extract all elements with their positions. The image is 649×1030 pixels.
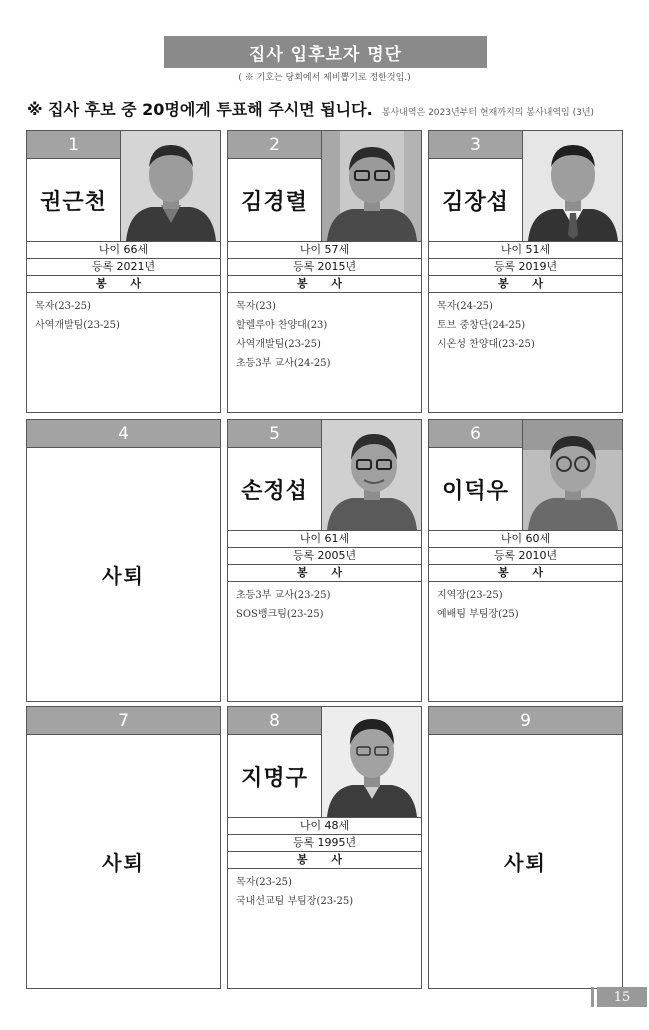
service-item: 목자(24-25) <box>437 301 493 312</box>
candidate-age: 나이 48세 <box>228 817 421 834</box>
service-item: 목자(23-25) <box>35 301 91 312</box>
page-title: 집사 입후보자 명단 <box>164 36 487 68</box>
candidate-age: 나이 66세 <box>27 241 220 258</box>
candidate-card-8 <box>227 706 422 989</box>
candidate-number: 4 <box>27 420 220 448</box>
candidate-card-4 <box>26 419 221 702</box>
instruction-sub: 봉사내역은 2023년부터 현재까지의 봉사내역임 (3년) <box>381 108 595 118</box>
candidate-registered: 등록 2010년 <box>429 547 622 564</box>
service-item: 초등3부 교사(24-25) <box>236 358 331 369</box>
candidate-number: 7 <box>27 707 220 735</box>
candidate-name: 이덕우 <box>442 478 509 504</box>
candidate-age: 나이 57세 <box>228 241 421 258</box>
candidate-card-3 <box>428 130 623 413</box>
candidate-number: 1 <box>27 131 120 159</box>
service-header: 봉 사 <box>429 564 622 581</box>
service-item: 목자(23-25) <box>236 877 292 888</box>
candidate-name: 권근천 <box>40 189 107 215</box>
service-header: 봉 사 <box>228 275 421 292</box>
candidate-registered: 등록 1995년 <box>228 834 421 851</box>
service-list <box>27 292 220 339</box>
service-item: 사역개발팀(23-25) <box>35 320 120 331</box>
candidate-number: 8 <box>228 707 321 735</box>
candidate-card-6 <box>428 419 623 702</box>
candidate-card-7 <box>26 706 221 989</box>
candidate-name: 김장섭 <box>442 189 509 215</box>
candidate-registered: 등록 2005년 <box>228 547 421 564</box>
candidate-number: 5 <box>228 420 321 448</box>
service-list <box>228 868 421 915</box>
service-item: 할렐루야 찬양대(23) <box>236 320 328 331</box>
service-header: 봉 사 <box>228 564 421 581</box>
candidate-name: 손정섭 <box>241 478 308 504</box>
candidate-number: 9 <box>429 707 622 735</box>
candidate-age: 나이 51세 <box>429 241 622 258</box>
service-item: 목자(23) <box>236 301 276 312</box>
candidate-card-1 <box>26 130 221 413</box>
service-list <box>228 292 421 377</box>
candidate-photo <box>321 420 421 530</box>
service-item: 초등3부 교사(23-25) <box>236 590 331 601</box>
service-list <box>429 292 622 358</box>
instruction-main: ※ 집사 후보 중 20명에게 투표해 주시면 됩니다. <box>27 100 373 119</box>
service-item: 예배팀 부팀장(25) <box>437 609 519 620</box>
candidate-age: 나이 61세 <box>228 530 421 547</box>
page-number: 15 <box>597 987 647 1007</box>
service-item: 토브 중창단(24-25) <box>437 320 526 331</box>
withdrawn-label: 사퇴 <box>504 851 547 875</box>
candidate-registered: 등록 2015년 <box>228 258 421 275</box>
candidate-registered: 등록 2021년 <box>27 258 220 275</box>
candidate-photo <box>522 131 622 241</box>
service-item: 국내선교팀 부팀장(23-25) <box>236 896 354 907</box>
withdrawn-label: 사퇴 <box>102 851 145 875</box>
candidate-number: 3 <box>429 131 522 159</box>
service-header: 봉 사 <box>27 275 220 292</box>
instruction <box>27 97 627 120</box>
candidate-name: 김경렬 <box>241 189 308 215</box>
service-item: 사역개발팀(23-25) <box>236 339 321 350</box>
candidate-photo <box>120 131 220 241</box>
candidate-card-2 <box>227 130 422 413</box>
service-list <box>429 581 622 628</box>
service-header: 봉 사 <box>429 275 622 292</box>
candidate-photo <box>522 420 622 530</box>
title-note: ( ※ 기호는 당회에서 제비뽑기로 정한것임.) <box>238 73 411 83</box>
service-header: 봉 사 <box>228 851 421 868</box>
candidate-age: 나이 60세 <box>429 530 622 547</box>
candidate-registered: 등록 2019년 <box>429 258 622 275</box>
candidate-card-5 <box>227 419 422 702</box>
service-item: 시온성 찬양대(23-25) <box>437 339 535 350</box>
candidate-photo <box>321 707 421 817</box>
service-item: SOS뱅크팀(23-25) <box>236 609 324 620</box>
withdrawn-label: 사퇴 <box>102 564 145 588</box>
candidate-number: 2 <box>228 131 321 159</box>
candidate-number: 6 <box>429 420 522 448</box>
candidate-photo <box>321 131 421 241</box>
candidate-name: 지명구 <box>241 765 308 791</box>
service-list <box>228 581 421 628</box>
candidate-card-9 <box>428 706 623 989</box>
service-item: 지역장(23-25) <box>437 590 503 601</box>
